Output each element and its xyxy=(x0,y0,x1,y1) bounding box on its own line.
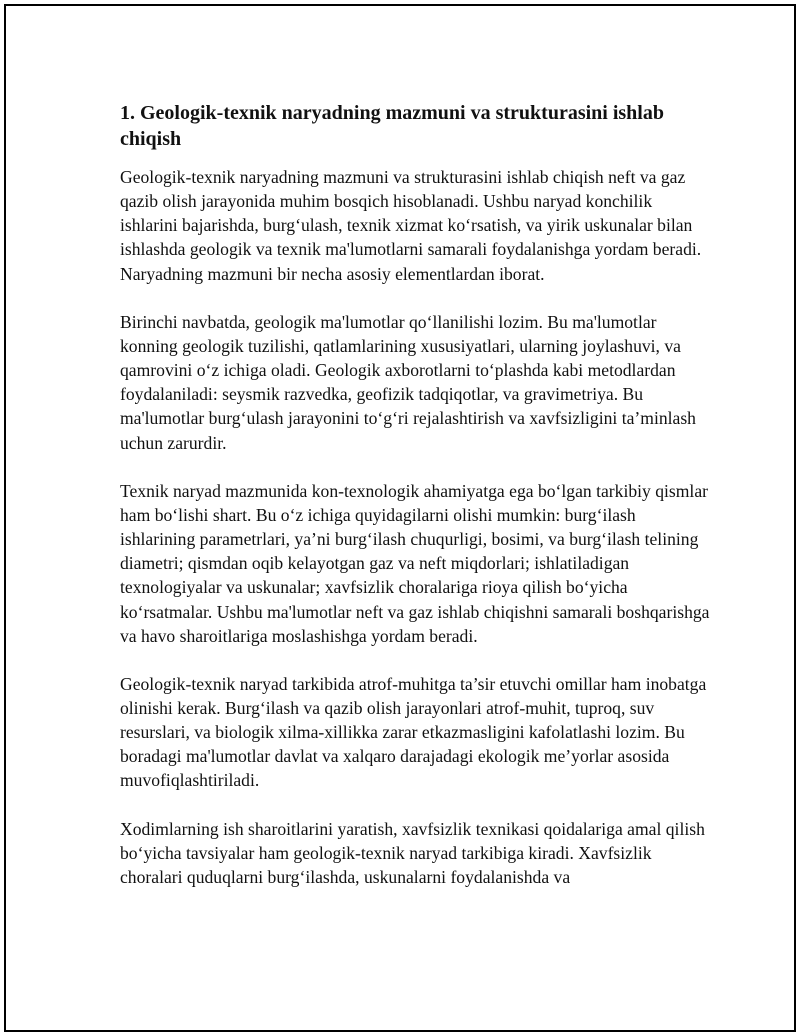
paragraph-1: Geologik-texnik naryadning mazmuni va strukturasini ishlab chiqish neft va gaz qazib olish jarayonida muhim bosqich hisoblanadi. Ushbu naryad konchilik ishlarini bajarishda, burg‘ulash, texnik xizmat ko‘rsatish, va yirik uskunalar bilan ishlashda geologik va texnik ma'lumotlarni samarali foydalanishga yordam beradi. Naryadning mazmuni bir necha asosiy elementlardan iborat. xyxy=(120,167,702,284)
paragraph-2: Birinchi navbatda, geologik ma'lumotlar qo‘llanilishi lozim. Bu ma'lumotlar konning geologik tuzilishi, qatlamlarining xususiyatlari, ularning joylashuvi, va qamrovini o‘z ichiga oladi. Geologik axborotlarni to‘plashda kabi metodlardan foydalaniladi: seysmik razvedka, geofizik tadqiqotlar, va gravimetriya. Bu ma'lumotlar burg‘ulash jarayonini to‘g‘ri rejalashtirish va xavfsizligini ta’minlash uchun zarurdir. xyxy=(120,311,696,453)
paragraph-3: Texnik naryad mazmunida kon-texnologik ahamiyatga ega bo‘lgan tarkibiy qismlar ham bo‘lishi shart. Bu o‘z ichiga quyidagilarni olishi mumkin: burg‘ilash ishlarining parametrlari, ya’ni burg‘ilash chuqurligi, bosimi, va burg‘ilash telining diametri; qismdan oqib kelayotgan gaz va neft miqdorlari; ishlatiladigan texnologiyalar va uskunalar; xavfsizlik choralariga rioya qilish bo‘yicha ko‘rsatmalar. Ushbu ma'lumotlar neft va gaz ishlab chiqishni samarali boshqarishga va havo sharoitlariga moslashishga yordam beradi. xyxy=(120,480,710,646)
document-body xyxy=(120,100,710,913)
paragraph-4: Geologik-texnik naryad tarkibida atrof-muhitga ta’sir etuvchi omillar ham inobatga olinishi kerak. Burg‘ilash va qazib olish jarayonlari atrof-muhit, tuproq, suv resurslari, va biologik xilma-xillikka zarar etkazmasligini kafolatlashi lozim. Bu boradagi ma'lumotlar davlat va xalqaro darajadagi ekologik me’yorlar asosida muvofiqlashtiriladi. xyxy=(120,673,707,791)
section-heading: 1. Geologik-texnik naryadning mazmuni va strukturasini ishlab chiqish xyxy=(120,102,664,150)
document-page xyxy=(4,4,796,1032)
paragraph-5: Xodimlarning ish sharoitlarini yaratish, xavfsizlik texnikasi qoidalariga amal qilish bo‘yicha tavsiyalar ham geologik-texnik naryad tarkibiga kiradi. Xavfsizlik choralari quduqlarni burg‘ilashda, uskunalarni foydalanishda va xyxy=(120,818,705,887)
